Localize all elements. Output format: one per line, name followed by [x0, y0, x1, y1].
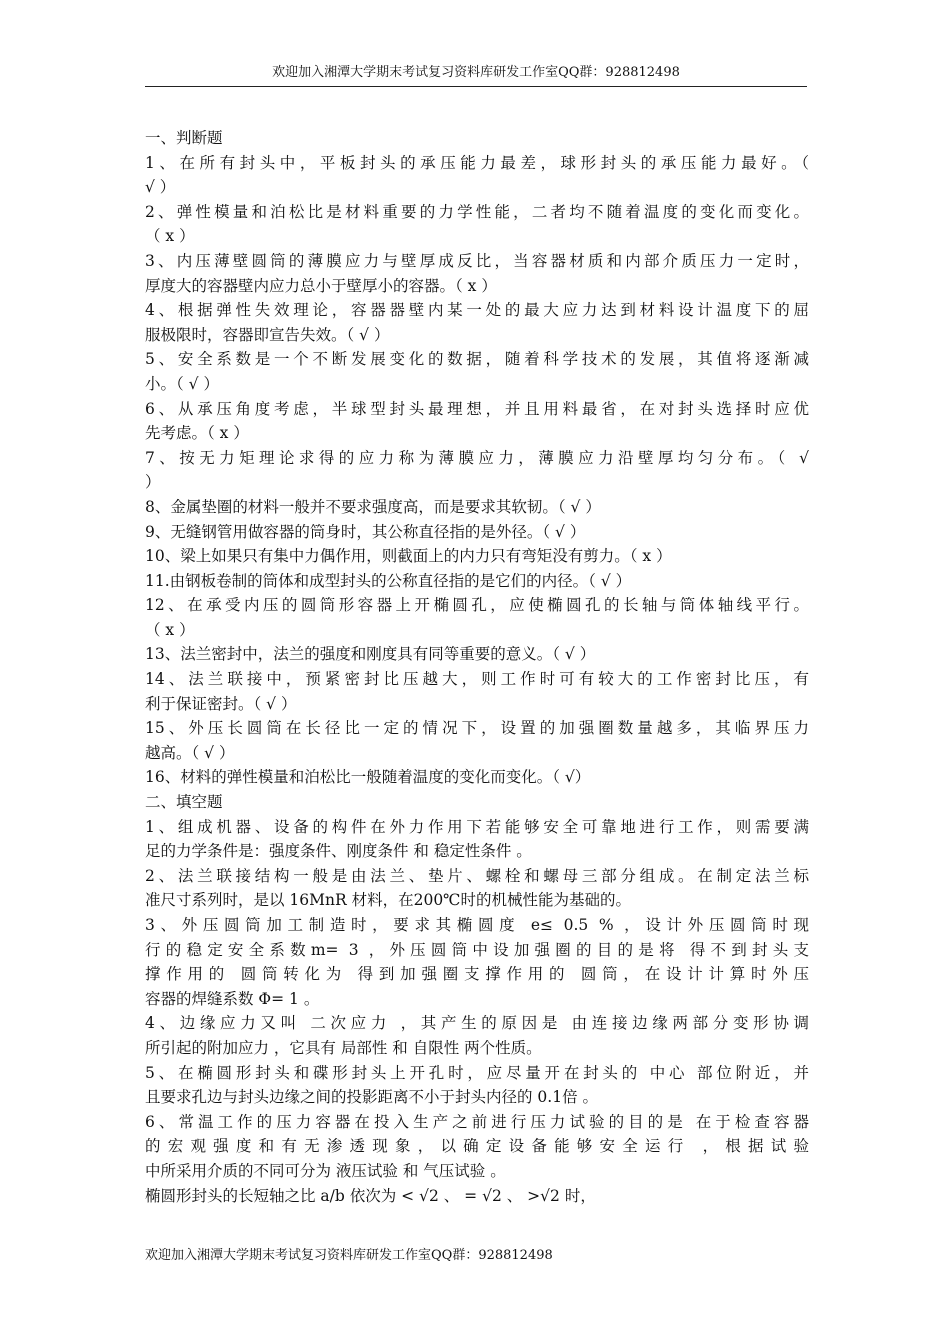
question-line: 15、外压长圆筒在长径比一定的情况下，设置的加强圈数量越多，其临界压力 [145, 719, 809, 738]
question-line: 13、法兰密封中，法兰的强度和刚度具有同等重要的意义。（ √ ） [145, 645, 596, 664]
question-line: 越高。（ √ ） [145, 743, 235, 762]
question-line: 4、边缘应力又叫 二次应力 ，其产生的原因是 由连接边缘两部分变形协调 [145, 1014, 809, 1033]
answer-line: ） [145, 473, 161, 492]
question-line: 3、外压圆筒加工制造时，要求其椭圆度 e≤ 0.5 % ，设计外压圆筒时现 [145, 916, 809, 934]
section-heading-true-false: 一、判断题 [145, 129, 223, 147]
question-line: 5、安全系数是一个不断发展变化的数据，随着科学技术的发展，其值将逐渐减 [145, 350, 809, 369]
question-line: 小。（ √ ） [145, 374, 219, 393]
answer-line: （ x ） [145, 620, 195, 639]
question-line: 2、弹性模量和泊松比是材料重要的力学性能，二者均不随着温度的变化而变化。 [145, 202, 809, 221]
question-line: 2、法兰联接结构一般是由法兰、垫片、螺栓和螺母三部分组成。在制定法兰标 [145, 866, 809, 885]
question-line: 7、按无力矩理论求得的应力称为薄膜应力，薄膜应力沿壁厚均匀分布。（ √ [145, 448, 809, 467]
section-heading-fill-in: 二、填空题 [145, 793, 223, 812]
question-line: 1、组成机器、设备的构件在外力作用下若能够安全可靠地进行工作，则需要满 [145, 817, 809, 836]
question-line: 容器的焊缝系数 Φ= 1 。 [145, 989, 320, 1008]
question-line: 准尺寸系列时，是以 16MnR 材料，在200℃时的机械性能为基础的。 [145, 891, 632, 910]
question-line: 椭圆形封头的长短轴之比 a/b 依次为 < √2 、 = √2 、 >√2 时， [145, 1186, 596, 1205]
question-line: 14、法兰联接中，预紧密封比压越大，则工作时可有较大的工作密封比压，有 [145, 670, 809, 689]
question-line: 1、在所有封头中，平板封头的承压能力最差，球形封头的承压能力最好。（ [145, 153, 809, 172]
question-line: 撑作用的 圆筒转化为 得到加强圈支撑作用的 圆筒，在设计计算时外压 [145, 965, 809, 984]
answer-line: （ x ） [145, 227, 195, 246]
question-line: 8、金属垫圈的材料一般并不要求强度高，而是要求其软韧。（ √ ） [145, 497, 601, 516]
question-line: 足的力学条件是：强度条件、刚度条件 和 稳定性条件 。 [145, 842, 532, 861]
question-line: 行的稳定安全系数m= 3 ，外压圆筒中设加强圈的目的是将 得不到封头支 [145, 940, 809, 959]
question-line: 中所采用介质的不同可分为 液压试验 和 气压试验 。 [145, 1161, 506, 1180]
question-line: 4、根据弹性失效理论，容器器壁内某一处的最大应力达到材料设计温度下的屈 [145, 301, 809, 320]
question-line: 9、无缝钢管用做容器的筒身时，其公称直径指的是外径。（ √ ） [145, 522, 586, 541]
question-line: 12、在承受内压的圆筒形容器上开椭圆孔，应使椭圆孔的长轴与筒体轴线平行。 [145, 596, 809, 615]
question-line: 6、常温工作的压力容器在投入生产之前进行压力试验的目的是 在于检查容器 [145, 1112, 809, 1131]
question-line: 3、内压薄壁圆筒的薄膜应力与壁厚成反比，当容器材质和内部介质压力一定时， [145, 251, 809, 270]
question-line: 6、从承压角度考虑，半球型封头最理想，并且用料最省，在对封头选择时应优 [145, 399, 809, 418]
question-line: 且要求孔边与封头边缘之间的投影距离不小于封头内径的 0.1倍 。 [145, 1088, 599, 1107]
question-line: 11.由钢板卷制的筒体和成型封头的公称直径指的是它们的内径。（ √ ） [145, 571, 632, 590]
document-body [145, 126, 809, 1208]
question-line: 16、材料的弹性模量和泊松比一般随着温度的变化而变化。（ √） [145, 768, 591, 787]
question-line: 利于保证密封。（ √ ） [145, 694, 297, 713]
question-line: 5、在椭圆形封头和碟形封头上开孔时，应尽量开在封头的 中心 部位附近，并 [145, 1063, 809, 1082]
page-footer: 欢迎加入湘潭大学期末考试复习资料库研发工作室QQ群：928812498 [145, 1248, 553, 1263]
header-divider [145, 86, 807, 87]
question-line: 服极限时，容器即宣告失效。（ √ ） [145, 325, 390, 344]
question-line: 所引起的附加应力 ，它具有 局部性 和 自限性 两个性质。 [145, 1038, 542, 1057]
question-line: 厚度大的容器壁内应力总小于壁厚小的容器。（ x ） [145, 276, 497, 295]
answer-line: √ ） [145, 178, 176, 197]
question-line: 10、梁上如果只有集中力偶作用，则截面上的内力只有弯矩没有剪力。（ x ） [145, 547, 672, 566]
question-line: 的宏观强度和有无渗透现象，以确定设备能够安全运行 ，根据试验 [145, 1137, 809, 1156]
page-header: 欢迎加入湘潭大学期末考试复习资料库研发工作室QQ群：928812498 [272, 65, 680, 80]
question-line: 先考虑。（ x ） [145, 424, 249, 443]
